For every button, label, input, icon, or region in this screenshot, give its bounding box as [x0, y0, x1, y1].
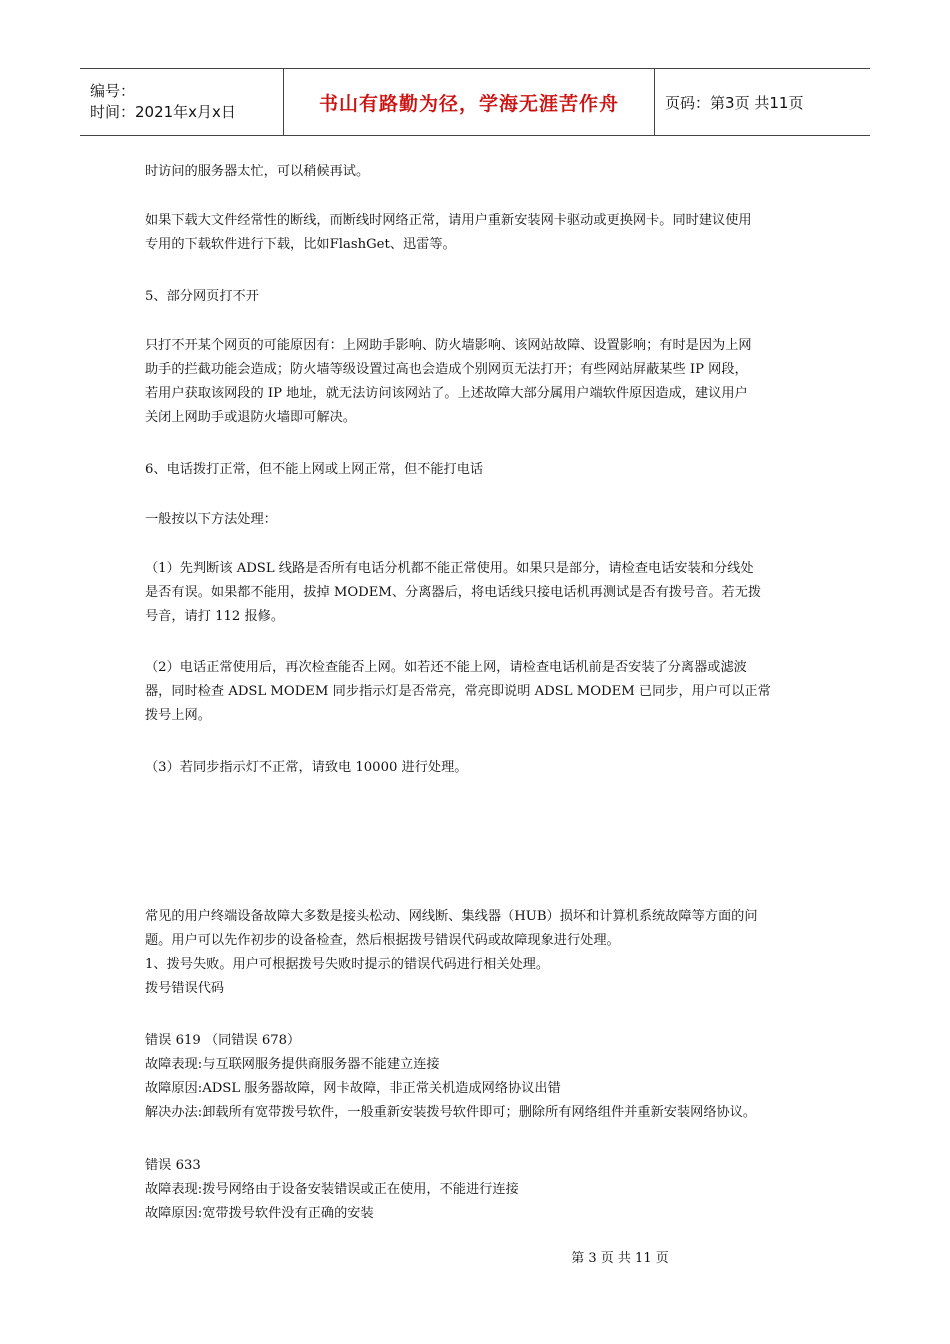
- paragraph-10: [145, 905, 810, 1001]
- page-header: [80, 68, 870, 136]
- text-line: 只打不开某个网页的可能原因有：上网助手影响、防火墙影响、该网站故障、设置影响；有时是因为上网: [145, 338, 752, 353]
- paragraph-9: [145, 756, 810, 780]
- text-line: 错误 633: [145, 1158, 201, 1173]
- header-slogan-cell: [283, 69, 655, 135]
- text-line: 若用户获取该网段的 IP 地址，就无法访问该网站了。上述故障大部分属用户端软件原因造成，建议用户: [145, 386, 748, 401]
- paragraph-1: [145, 160, 810, 184]
- page-current: 3: [725, 93, 735, 112]
- paragraph-3: [145, 285, 810, 309]
- text-line: 故障原因:ADSL 服务器故障，网卡故障，非正常关机造成网络协议出错: [145, 1081, 561, 1096]
- paragraph-11: [145, 1029, 810, 1125]
- text-line: 拨号错误代码: [145, 981, 225, 996]
- page-footer: 第 3 页 共 11 页: [571, 1251, 669, 1266]
- header-page-cell: [655, 69, 870, 135]
- paragraph-12: [145, 1154, 810, 1226]
- paragraph-6: [145, 508, 810, 532]
- text-line: （3）若同步指示灯不正常，请致电 10000 进行处理。: [145, 760, 468, 775]
- text-line: 专用的下载软件进行下载，比如FlashGet、迅雷等。: [145, 237, 456, 252]
- text-line: 解决办法:卸载所有宽带拨号软件，一般重新安装拨号软件即可；删除所有网络组件并重新安装网络协议。: [145, 1105, 757, 1120]
- text-line: 错误 619 （同错误 678）: [145, 1033, 301, 1048]
- document-code: 编号：: [90, 82, 136, 100]
- header-slogan: 书山有路勤为径，学海无涯苦作舟: [318, 92, 619, 115]
- text-line: 常见的用户终端设备故障大多数是接头松动、网线断、集线器（HUB）损坏和计算机系统故障等方面的问: [145, 909, 758, 924]
- document-date: 时间：2021年x月x日: [90, 103, 236, 121]
- header-meta: [80, 69, 283, 135]
- header-page-number: [665, 92, 870, 113]
- section-heading: 6、电话拨打正常，但不能上网或上网正常，但不能打电话: [145, 462, 484, 477]
- page-end: 页: [788, 93, 804, 112]
- text-line: 时访问的服务器太忙，可以稍候再试。: [145, 164, 370, 179]
- text-line: 一般按以下方法处理：: [145, 512, 277, 527]
- paragraph-2: [145, 209, 810, 257]
- text-line: 号音，请打 112 报修。: [145, 609, 285, 624]
- text-line: 题。用户可以先作初步的设备检查，然后根据拨号错误代码或故障现象进行处理。: [145, 933, 620, 948]
- page-mid: 页 共: [734, 93, 770, 112]
- text-line: 助手的拦截功能会造成；防火墙等级设置过高也会造成个别网页无法打开；有些网站屏蔽某些 IP 网段，: [145, 362, 748, 377]
- text-line: 故障表现:拨号网络由于设备安装错误或正在使用，不能进行连接: [145, 1182, 519, 1197]
- paragraph-5: [145, 458, 810, 482]
- paragraph-7: [145, 557, 810, 629]
- text-line: 是否有误。如果都不能用，拔掉 MODEM、分离器后，将电话线只接电话机再测试是否有拨号音。若无拨: [145, 585, 762, 600]
- text-line: 1、拨号失败。用户可根据拨号失败时提示的错误代码进行相关处理。: [145, 957, 550, 972]
- text-line: （1）先判断该 ADSL 线路是否所有电话分机都不能正常使用。如果只是部分，请检查电话安装和分线处: [145, 561, 754, 576]
- text-line: 器，同时检查 ADSL MODEM 同步指示灯是否常亮，常亮即说明 ADSL MODEM 已同步，用户可以正常: [145, 684, 771, 699]
- text-line: 关闭上网助手或退防火墙即可解决。: [145, 410, 356, 425]
- paragraph-4: [145, 334, 810, 430]
- text-line: 拨号上网。: [145, 708, 211, 723]
- page-label: 页码：第: [665, 93, 726, 112]
- text-line: 故障原因:宽带拨号软件没有正确的安装: [145, 1206, 374, 1221]
- page-total: 11: [769, 93, 789, 112]
- text-line: 如果下载大文件经常性的断线，而断线时网络正常，请用户重新安装网卡驱动或更换网卡。同时建议使用: [145, 213, 752, 228]
- text-line: （2）电话正常使用后，再次检查能否上网。如若还不能上网，请检查电话机前是否安装了分离器或滤波: [145, 660, 747, 675]
- section-heading: 5、部分网页打不开: [145, 289, 259, 304]
- text-line: 故障表现:与互联网服务提供商服务器不能建立连接: [145, 1057, 440, 1072]
- paragraph-8: [145, 656, 810, 728]
